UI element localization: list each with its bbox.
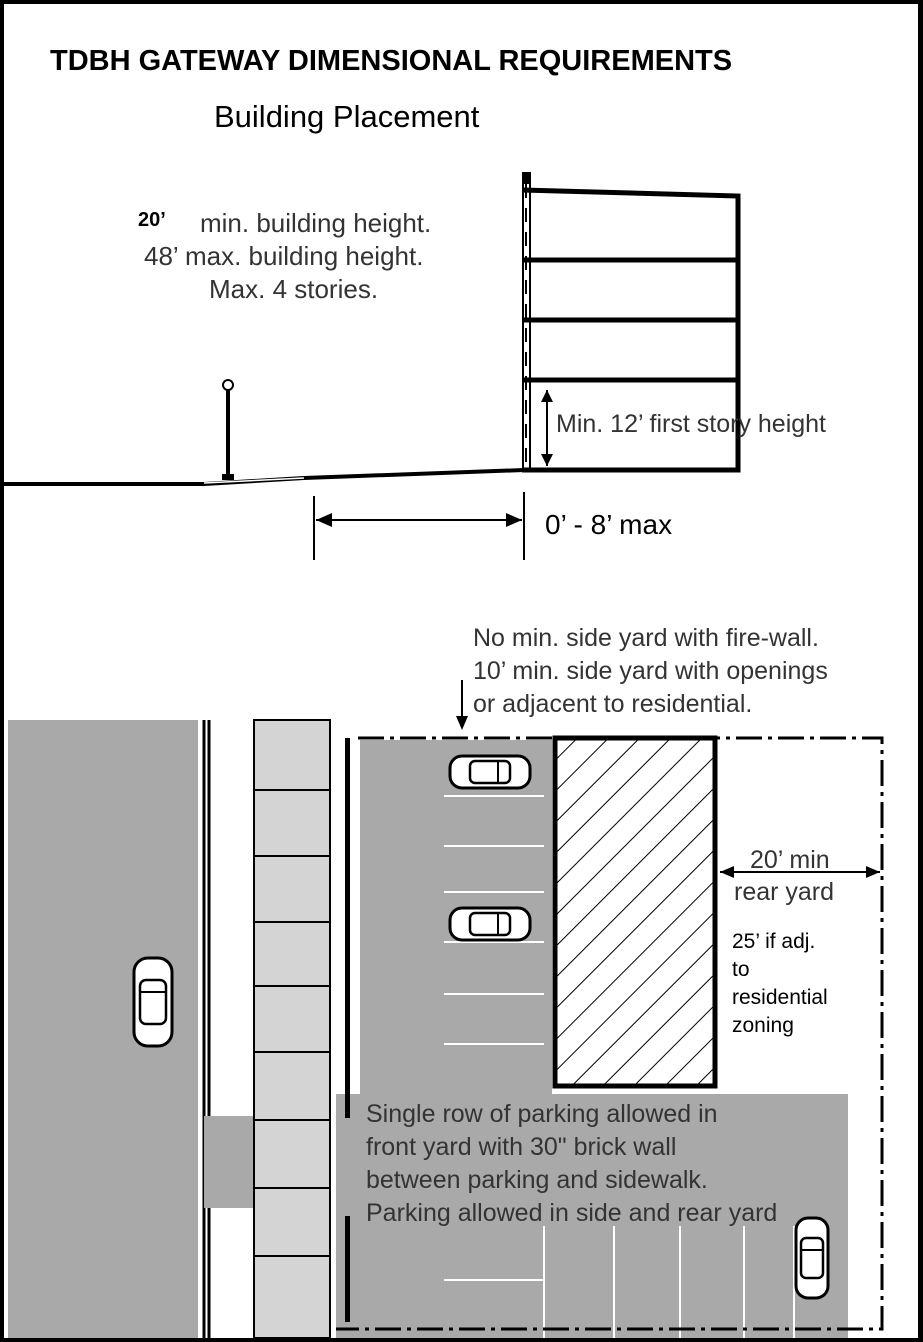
site-plan [8,624,882,1338]
setback-dimension [314,492,524,560]
rear-yard-line-2: rear yard [734,878,835,906]
sidewalk [254,720,330,1338]
parking-note-line-3: between parking and sidewalk. [366,1166,708,1194]
diagram-title: TDBH GATEWAY DIMENSIONAL REQUIREMENTS [50,45,733,77]
rear-adj-line-4: zoning [732,1014,794,1037]
rear-adj-line-3: residential [732,986,828,1009]
setback-label: 0’ - 8’ max [545,509,673,540]
first-story-dimension-arrow [541,390,553,466]
diagram-page [4,4,918,1338]
ground-line [4,470,524,484]
street-lamp-icon [222,380,234,480]
brick-wall-rear [345,1216,350,1322]
side-yard-line-3: or adjacent to residential. [473,690,753,718]
min-height-value: 20’ [138,209,166,231]
car-icon-rear [796,1218,828,1298]
side-yard-line-1: No min. side yard with fire-wall. [473,624,819,652]
parking-note-line-1: Single row of parking allowed in [366,1100,718,1128]
first-story-label: Min. 12’ first story height [556,410,827,438]
height-line-3: Max. 4 stories. [209,274,379,304]
side-yard-arrow [456,680,468,730]
height-line-2: 48’ max. building height. [144,241,424,271]
side-yard-line-2: 10’ min. side yard with openings [473,657,828,685]
car-icon-1 [450,756,530,788]
car-icon-2 [450,908,530,940]
rear-adj-line-2: to [732,958,750,981]
car-icon-street [134,958,172,1046]
building-footprint [555,738,715,1086]
diagram-canvas [4,4,918,1338]
rear-adj-line-1: 25’ if adj. [732,930,816,953]
brick-wall-front [345,738,350,1118]
rear-yard-line-1: 20’ min [750,846,830,874]
diagram-subtitle: Building Placement [214,99,480,134]
parking-note-line-2: front yard with 30" brick wall [366,1133,677,1161]
parking-note-line-4: Parking allowed in side and rear yard [366,1199,778,1227]
height-line-1: min. building height. [200,208,432,238]
section-view [4,172,826,560]
